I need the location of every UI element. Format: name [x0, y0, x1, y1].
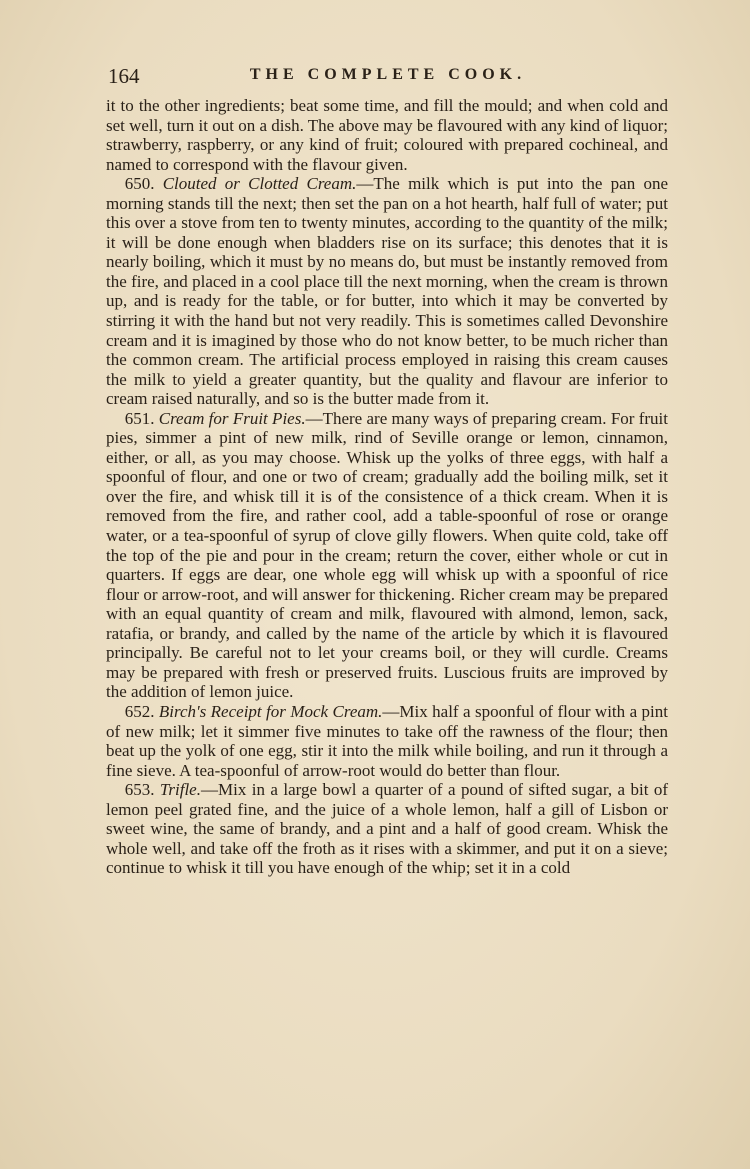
recipe-number: 650.	[124, 174, 155, 194]
recipe-paragraph-650	[106, 174, 668, 409]
paragraph-text: it to the other ingredients; beat some time, and fill the mould; and when cold and set well, turn it out on a dish. The above may be flavoured with any kind of liquor; strawberry, raspberry, or any kind of fruit; coloured with prepared cochineal, and named to correspond with the flavour given.	[106, 96, 668, 174]
recipe-paragraph-651	[106, 409, 668, 702]
page-number: 164	[108, 64, 140, 88]
recipe-title: Cream for Fruit Pies.	[158, 408, 306, 428]
recipe-number: 651.	[124, 408, 155, 428]
page-header	[108, 64, 668, 88]
body-text	[106, 96, 668, 878]
paragraph-continued	[106, 96, 668, 174]
recipe-text: —The milk which is put into the pan one morning stands till the next; then set the pan on a hot hearth, half full of water; put this over a stove from ten to twenty minutes, according to the quantity of the milk; it will be done enough when bladders rise on its surface; this denotes that it is nearly boiling, which it must by no means do, but must be instantly removed from the fire, and placed in a cool place till the next morning, when the cream is thrown up, and is ready for the table, or for butter, into which it may be converted by stirring it with the hand but not very readily. This is sometimes called Devonshire cream and it is imagined by those who do not know better, to be much richer than the common cream. The artificial process employed in raising this cream causes the milk to yield a greater quantity, but the quality and flavour are inferior to cream raised naturally, and so is the butter made from it.	[106, 174, 668, 409]
recipe-paragraph-653	[106, 780, 668, 878]
recipe-title: Trifle.	[159, 780, 201, 800]
running-head: THE COMPLETE COOK.	[249, 66, 527, 83]
recipe-text: —Mix half a spoonful of flour with a pint of new milk; let it simmer five minutes to take off the rawness of the flour; then beat up the yolk of one egg, stir it into the milk while boiling, and run it through a fine sieve. A tea-spoonful of arrow-root would do better than flour.	[106, 701, 668, 780]
recipe-text: —Mix in a large bowl a quarter of a pound of sifted sugar, a bit of lemon peel grated fine, and the juice of a whole lemon, half a gill of Lisbon or sweet wine, the same of brandy, and a pint and a half of good cream. Whisk the whole well, and take off the froth as it rises with a skimmer, and put it on a sieve; continue to whisk it till you have enough of the whip; set it in a cold	[106, 780, 669, 878]
recipe-text: —There are many ways of preparing cream. For fruit pies, simmer a pint of new milk, rind of Seville orange or lemon, cinnamon, either, or all, as you may choose. Whisk up the yolks of three eggs, with half a spoonful of flour, and one or two of cream; gradually add the boiling milk, set it over the fire, and whisk till it is of the consistence of a thick cream. When it is removed from the fire, and rather cool, add a table-spoonful of rose or orange water, or a tea-spoonful of syrup of clove gilly flowers. When quite cold, take off the top of the pie and pour in the cream; return the cover, either whole or cut in quarters. If eggs are dear, one whole egg will whisk up with a spoonful of rice flour or arrow-root, and will answer for thickening. Richer cream may be prepared with an equal quantity of cream and milk, flavoured with almond, lemon, sack, ratafia, or brandy, and called by the name of the article by which it is flavoured principally. Be careful not to let your creams boil, or they will curdle. Creams may be prepared with fresh or preserved fruits. Luscious fruits are improved by the addition of lemon juice.	[106, 408, 668, 702]
recipe-paragraph-652	[106, 702, 668, 780]
recipe-title: Clouted or Clotted Cream.	[162, 174, 357, 194]
recipe-title: Birch's Receipt for Mock Cream.	[158, 701, 383, 721]
recipe-number: 653.	[124, 780, 155, 800]
recipe-number: 652.	[124, 701, 155, 721]
